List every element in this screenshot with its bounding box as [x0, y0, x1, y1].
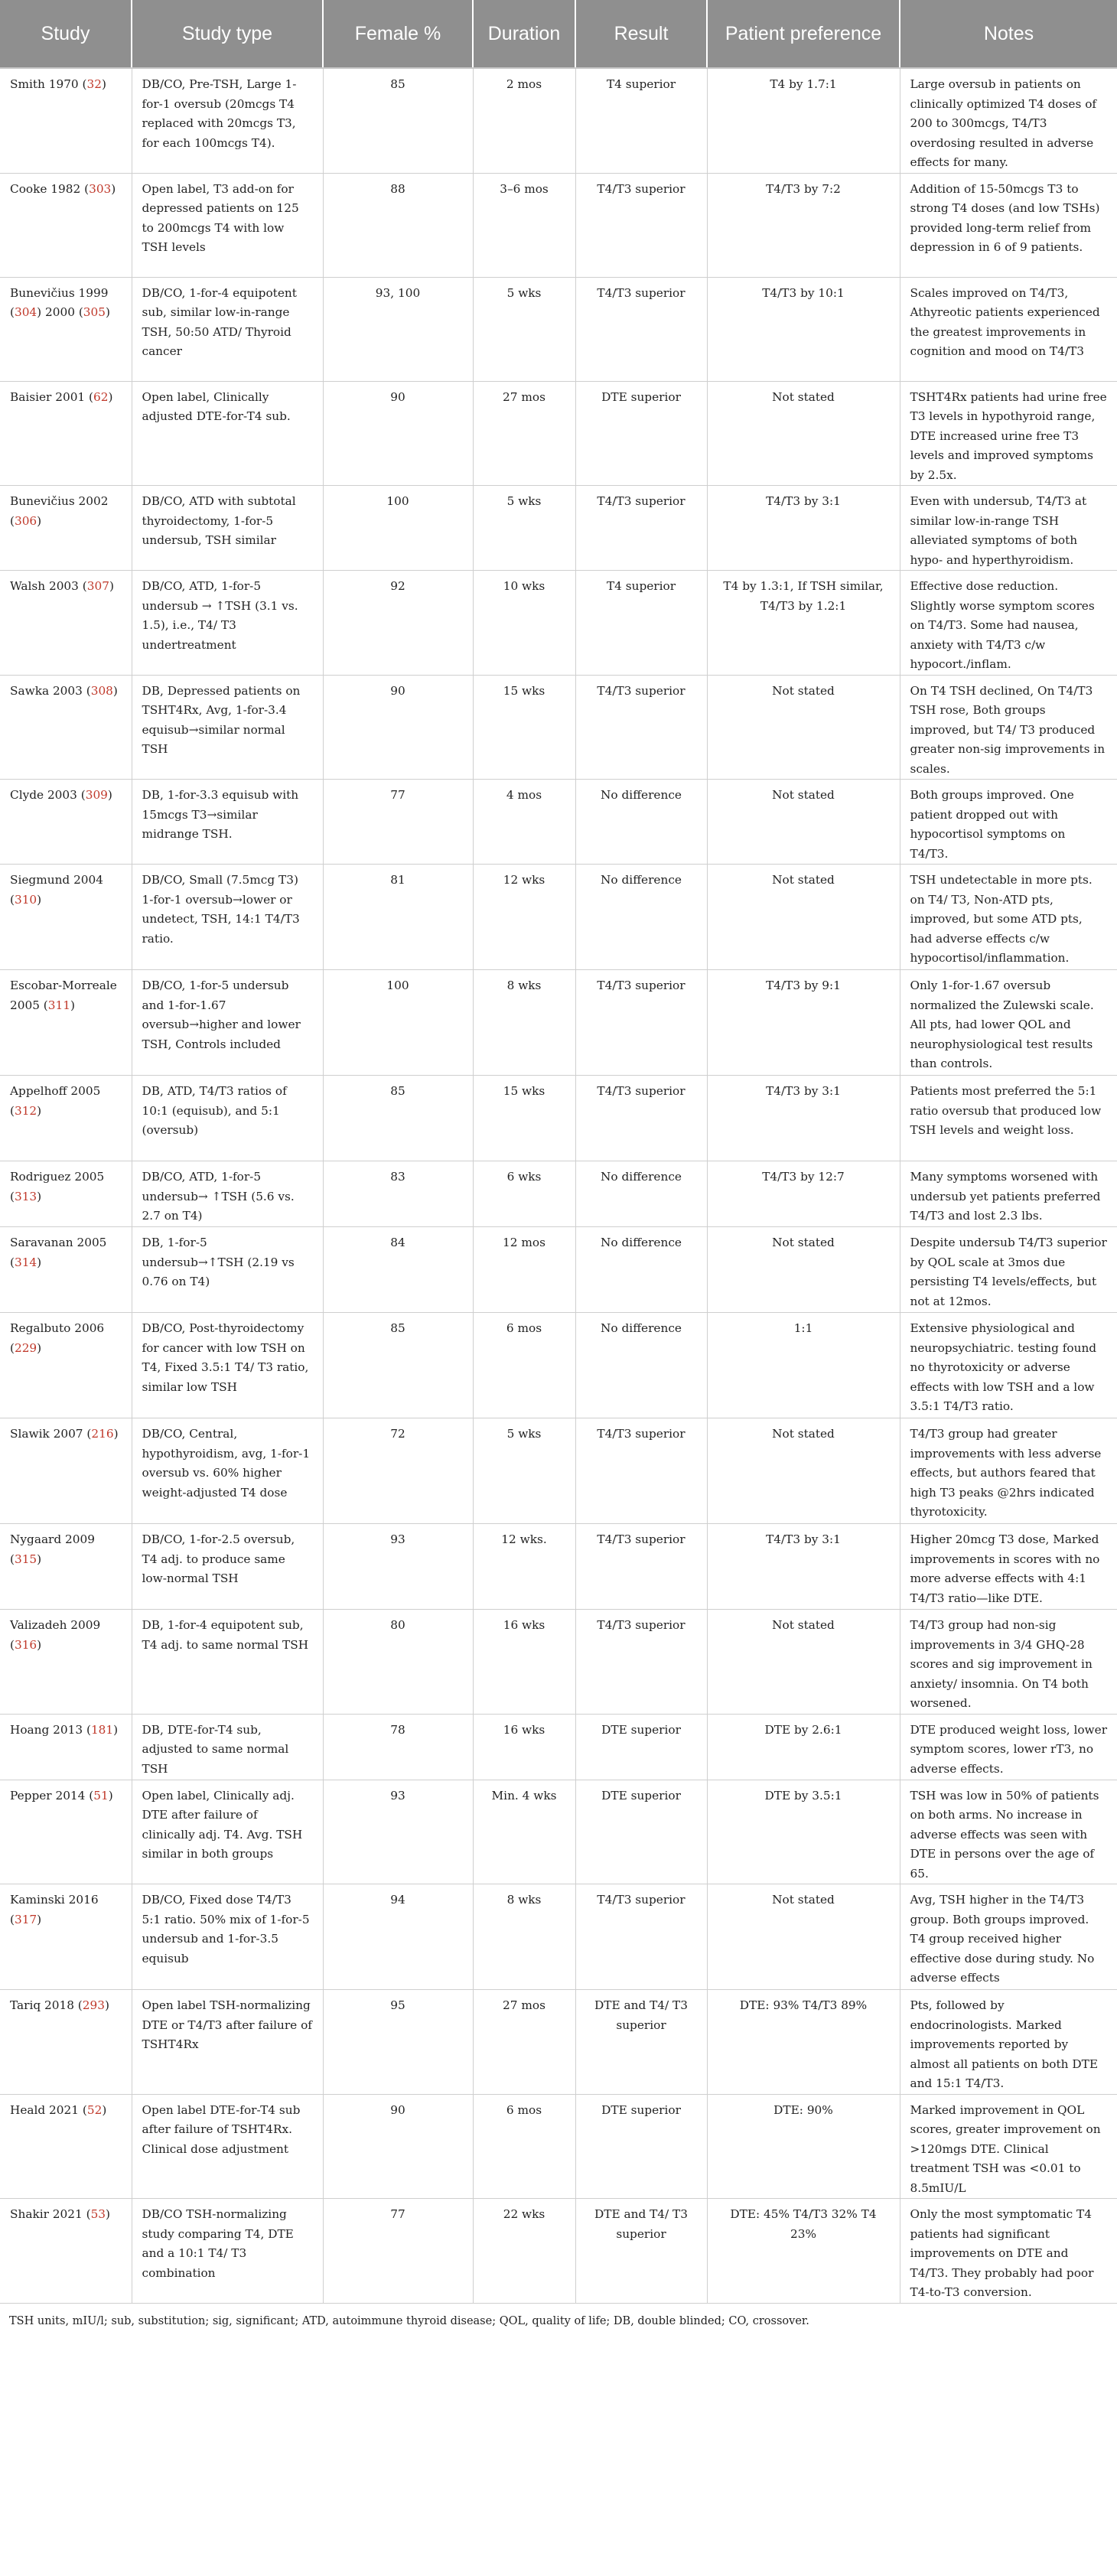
- table-row: [0, 675, 1117, 780]
- cell-patient-preference: Not stated: [707, 780, 900, 865]
- cell-study-type: DB/CO, 1-for-2.5 oversub, T4 adj. to produce same low-normal TSH: [132, 1524, 323, 1610]
- table-row: [0, 277, 1117, 381]
- cell-notes: Effective dose reduction. Slightly worse symptom scores on T4/T3. Some had nausea, anxiety with T4/T3 c/w hypocort./inflam.: [900, 571, 1117, 676]
- cell-study-type: DB/CO, ATD, 1-for-5 undersub→ ↑TSH (5.6 vs. 2.7 on T4): [132, 1161, 323, 1227]
- cell-female-percent: 85: [323, 1076, 473, 1161]
- header-notes: Notes: [900, 0, 1117, 68]
- cell-study-type: DB, 1-for-3.3 equisub with 15mcgs T3→similar midrange TSH.: [132, 780, 323, 865]
- cell-duration: 22 wks: [473, 2199, 575, 2304]
- study-name: Sawka 2003: [10, 683, 83, 698]
- header-result: Result: [575, 0, 707, 68]
- study-name: Siegmund 2004: [10, 873, 104, 887]
- cell-female-percent: 94: [323, 1884, 473, 1990]
- cell-result: DTE and T4/ T3 superior: [575, 1990, 707, 2095]
- citation-link[interactable]: 51: [93, 1788, 109, 1803]
- cell-study: Tariq 2018 (293): [0, 1990, 132, 2095]
- citation-link[interactable]: 308: [90, 683, 113, 698]
- table-row: [0, 780, 1117, 865]
- cell-duration: 5 wks: [473, 277, 575, 381]
- cell-study: Cooke 1982 (303): [0, 173, 132, 277]
- cell-patient-preference: T4/T3 by 9:1: [707, 970, 900, 1076]
- cell-female-percent: 85: [323, 68, 473, 173]
- table-row: [0, 1714, 1117, 1780]
- cell-study: Escobar-Morreale 2005 (311): [0, 970, 132, 1076]
- study-name: Rodriguez 2005: [10, 1170, 105, 1184]
- cell-patient-preference: DTE: 93% T4/T3 89%: [707, 1990, 900, 2095]
- cell-study-type: DB, ATD, T4/T3 ratios of 10:1 (equisub), and 5:1 (oversub): [132, 1076, 323, 1161]
- header-patient-preference: Patient preference: [707, 0, 900, 68]
- cell-duration: 16 wks: [473, 1714, 575, 1780]
- cell-duration: 6 wks: [473, 1161, 575, 1227]
- cell-female-percent: 88: [323, 173, 473, 277]
- cell-duration: 27 mos: [473, 381, 575, 486]
- cell-patient-preference: T4/T3 by 12:7: [707, 1161, 900, 1227]
- cell-study: Siegmund 2004 (310): [0, 865, 132, 970]
- cell-result: T4 superior: [575, 571, 707, 676]
- study-name: Clyde 2003: [10, 788, 77, 802]
- cell-patient-preference: DTE by 3.5:1: [707, 1780, 900, 1884]
- cell-study: Clyde 2003 (309): [0, 780, 132, 865]
- cell-result: T4/T3 superior: [575, 486, 707, 571]
- table-row: [0, 970, 1117, 1076]
- table-row: [0, 2199, 1117, 2304]
- cell-patient-preference: Not stated: [707, 1610, 900, 1715]
- cell-female-percent: 92: [323, 571, 473, 676]
- cell-female-percent: 78: [323, 1714, 473, 1780]
- cell-female-percent: 72: [323, 1418, 473, 1524]
- table-row: [0, 1227, 1117, 1313]
- cell-result: T4/T3 superior: [575, 1418, 707, 1524]
- cell-study-type: DB/CO, Central, hypothyroidism, avg, 1-for-1 oversub vs. 60% higher weight-adjusted T4 dose: [132, 1418, 323, 1524]
- citation-link[interactable]: 314: [14, 1255, 37, 1269]
- cell-study-type: DB/CO, 1-for-4 equipotent sub, similar low-in-range TSH, 50:50 ATD/ Thyroid cancer: [132, 277, 323, 381]
- table-row: [0, 1313, 1117, 1418]
- cell-female-percent: 90: [323, 381, 473, 486]
- cell-duration: 16 wks: [473, 1610, 575, 1715]
- cell-study-type: DB, 1-for-5 undersub→↑TSH (2.19 vs 0.76 on T4): [132, 1227, 323, 1313]
- study-name: Tariq 2018: [10, 1998, 74, 2012]
- cell-notes: Addition of 15-50mcgs T3 to strong T4 doses (and low TSHs) provided long-term relief from depression in 6 of 9 patients.: [900, 173, 1117, 277]
- cell-duration: 4 mos: [473, 780, 575, 865]
- table-row: [0, 1990, 1117, 2095]
- header-female-percent: Female %: [323, 0, 473, 68]
- cell-study: Hoang 2013 (181): [0, 1714, 132, 1780]
- cell-female-percent: 84: [323, 1227, 473, 1313]
- citation-link[interactable]: 303: [89, 181, 112, 196]
- citation-link[interactable]: 311: [47, 998, 70, 1012]
- cell-result: T4/T3 superior: [575, 1884, 707, 1990]
- cell-female-percent: 77: [323, 2199, 473, 2304]
- table-row: [0, 571, 1117, 676]
- cell-result: T4 superior: [575, 68, 707, 173]
- study-name: Slawik 2007: [10, 1427, 83, 1441]
- cell-duration: 12 wks.: [473, 1524, 575, 1610]
- cell-duration: 5 wks: [473, 1418, 575, 1524]
- cell-duration: 12 mos: [473, 1227, 575, 1313]
- cell-study: Appelhoff 2005 (312): [0, 1076, 132, 1161]
- citation-link-secondary[interactable]: 305: [83, 305, 106, 319]
- table-row: [0, 381, 1117, 486]
- cell-notes: DTE produced weight loss, lower symptom scores, lower rT3, no adverse effects.: [900, 1714, 1117, 1780]
- cell-female-percent: 95: [323, 1990, 473, 2095]
- cell-female-percent: 90: [323, 675, 473, 780]
- cell-result: No difference: [575, 1313, 707, 1418]
- table-row: [0, 1418, 1117, 1524]
- table-footnote: TSH units, mIU/l; sub, substitution; sig, significant; ATD, autoimmune thyroid disease; QOL, quality of life; DB, double blinded; CO, crossover.: [9, 2314, 809, 2327]
- citation-link[interactable]: 312: [14, 1103, 37, 1118]
- cell-patient-preference: T4/T3 by 3:1: [707, 486, 900, 571]
- cell-study: Smith 1970 (32): [0, 68, 132, 173]
- cell-result: DTE superior: [575, 2094, 707, 2199]
- cell-study-type: Open label TSH-normalizing DTE or T4/T3 after failure of TSHT4Rx: [132, 1990, 323, 2095]
- cell-study-type: DB, Depressed patients on TSHT4Rx, Avg, 1-for-3.4 equisub→similar normal TSH: [132, 675, 323, 780]
- citation-link[interactable]: 32: [86, 77, 102, 91]
- cell-duration: 15 wks: [473, 1076, 575, 1161]
- study-name-secondary: 2000: [45, 305, 75, 319]
- study-name: Baisier 2001: [10, 389, 86, 404]
- cell-patient-preference: T4/T3 by 10:1: [707, 277, 900, 381]
- cell-result: No difference: [575, 1161, 707, 1227]
- cell-study-type: Open label, T3 add-on for depressed patients on 125 to 200mcgs T4 with low TSH levels: [132, 173, 323, 277]
- study-name: Walsh 2003: [10, 579, 79, 593]
- cell-study-type: Open label DTE-for-T4 sub after failure of TSHT4Rx. Clinical dose adjustment: [132, 2094, 323, 2199]
- cell-study: Valizadeh 2009 (316): [0, 1610, 132, 1715]
- cell-female-percent: 81: [323, 865, 473, 970]
- cell-notes: TSH undetectable in more pts. on T4/ T3, Non-ATD pts, improved, but some ATD pts, had adverse effects c/w hypocortisol/inflammation.: [900, 865, 1117, 970]
- cell-patient-preference: Not stated: [707, 675, 900, 780]
- table-row: [0, 68, 1117, 173]
- cell-result: T4/T3 superior: [575, 173, 707, 277]
- citation-link[interactable]: 306: [14, 513, 37, 528]
- cell-result: T4/T3 superior: [575, 1524, 707, 1610]
- cell-patient-preference: Not stated: [707, 1227, 900, 1313]
- cell-result: T4/T3 superior: [575, 1076, 707, 1161]
- study-name: Pepper 2014: [10, 1788, 86, 1803]
- cell-female-percent: 80: [323, 1610, 473, 1715]
- table-row: [0, 1884, 1117, 1990]
- cell-female-percent: 93: [323, 1524, 473, 1610]
- cell-female-percent: 93: [323, 1780, 473, 1884]
- table-row: [0, 2094, 1117, 2199]
- cell-notes: Only the most symptomatic T4 patients had significant improvements on DTE and T4/T3. They probably had poor T4-to-T3 conversion.: [900, 2199, 1117, 2304]
- study-name: Valizadeh 2009: [10, 1618, 101, 1632]
- cell-study: Rodriguez 2005 (313): [0, 1161, 132, 1227]
- cell-study: Sawka 2003 (308): [0, 675, 132, 780]
- cell-study-type: Open label, Clinically adj. DTE after failure of clinically adj. T4. Avg. TSH similar in both groups: [132, 1780, 323, 1884]
- cell-female-percent: 83: [323, 1161, 473, 1227]
- cell-result: DTE and T4/ T3 superior: [575, 2199, 707, 2304]
- cell-study-type: DB, 1-for-4 equipotent sub, T4 adj. to same normal TSH: [132, 1610, 323, 1715]
- cell-notes: Pts, followed by endocrinologists. Marked improvements reported by almost all patients on both DTE and 15:1 T4/T3.: [900, 1990, 1117, 2095]
- cell-notes: T4/T3 group had non-sig improvements in 3/4 GHQ-28 scores and sig improvement in anxiety/ insomnia. On T4 both worsened.: [900, 1610, 1117, 1715]
- cell-result: T4/T3 superior: [575, 277, 707, 381]
- table-row: [0, 486, 1117, 571]
- citation-link[interactable]: 315: [14, 1552, 37, 1566]
- study-name: Shakir 2021: [10, 2207, 83, 2221]
- citation-link[interactable]: 313: [14, 1189, 37, 1203]
- cell-notes: Higher 20mcg T3 dose, Marked improvements in scores with no more adverse effects with 4:1 T4/T3 ratio—like DTE.: [900, 1524, 1117, 1610]
- cell-duration: 3–6 mos: [473, 173, 575, 277]
- cell-study: Slawik 2007 (216): [0, 1418, 132, 1524]
- cell-result: No difference: [575, 865, 707, 970]
- citation-link[interactable]: 229: [14, 1340, 37, 1355]
- citation-link[interactable]: 309: [85, 788, 108, 802]
- cell-notes: Large oversub in patients on clinically optimized T4 doses of 200 to 300mcgs, T4/T3 overdosing resulted in adverse effects for many.: [900, 68, 1117, 173]
- cell-notes: Avg, TSH higher in the T4/T3 group. Both groups improved. T4 group received higher effective dose during study. No adverse effects: [900, 1884, 1117, 1990]
- study-name: Cooke 1982: [10, 181, 81, 196]
- cell-study: Walsh 2003 (307): [0, 571, 132, 676]
- cell-study-type: DB/CO, Fixed dose T4/T3 5:1 ratio. 50% mix of 1-for-5 undersub and 1-for-3.5 equisub: [132, 1884, 323, 1990]
- study-name: Heald 2021: [10, 2102, 79, 2117]
- citation-link[interactable]: 216: [91, 1427, 114, 1441]
- cell-result: DTE superior: [575, 381, 707, 486]
- cell-duration: 15 wks: [473, 675, 575, 780]
- cell-duration: 10 wks: [473, 571, 575, 676]
- cell-study-type: DB/CO, ATD, 1-for-5 undersub → ↑TSH (3.1 vs. 1.5), i.e., T4/ T3 undertreatment: [132, 571, 323, 676]
- citation-link[interactable]: 62: [93, 389, 109, 404]
- cell-study-type: DB, DTE-for-T4 sub, adjusted to same normal TSH: [132, 1714, 323, 1780]
- cell-patient-preference: DTE by 2.6:1: [707, 1714, 900, 1780]
- cell-result: T4/T3 superior: [575, 970, 707, 1076]
- table-row: [0, 1524, 1117, 1610]
- cell-notes: Despite undersub T4/T3 superior by QOL scale at 3mos due persisting T4 levels/effects, but not at 12mos.: [900, 1227, 1117, 1313]
- cell-patient-preference: T4/T3 by 3:1: [707, 1076, 900, 1161]
- study-name: Hoang 2013: [10, 1722, 83, 1737]
- cell-notes: Patients most preferred the 5:1 ratio oversub that produced low TSH levels and weight loss.: [900, 1076, 1117, 1161]
- study-name: Bunevičius 1999: [10, 285, 109, 300]
- study-name: Nygaard 2009: [10, 1532, 95, 1546]
- cell-study: Shakir 2021 (53): [0, 2199, 132, 2304]
- cell-study-type: DB/CO, Pre-TSH, Large 1-for-1 oversub (20mcgs T4 replaced with 20mcgs T3, for each 100mcgs T4).: [132, 68, 323, 173]
- cell-result: No difference: [575, 1227, 707, 1313]
- cell-patient-preference: Not stated: [707, 1884, 900, 1990]
- cell-result: T4/T3 superior: [575, 1610, 707, 1715]
- table-header: [0, 0, 1117, 68]
- cell-study: Regalbuto 2006 (229): [0, 1313, 132, 1418]
- cell-patient-preference: T4/T3 by 7:2: [707, 173, 900, 277]
- cell-study: Kaminski 2016 (317): [0, 1884, 132, 1990]
- study-name: Saravanan 2005: [10, 1236, 107, 1249]
- cell-notes: Even with undersub, T4/T3 at similar low-in-range TSH alleviated symptoms of both hypo- and hyperthyroidism.: [900, 486, 1117, 571]
- table-row: [0, 1161, 1117, 1227]
- citation-link[interactable]: 52: [86, 2102, 103, 2117]
- cell-result: No difference: [575, 780, 707, 865]
- table-body: [0, 68, 1117, 2303]
- cell-study: Pepper 2014 (51): [0, 1780, 132, 1884]
- header-study: Study: [0, 0, 132, 68]
- cell-duration: 6 mos: [473, 1313, 575, 1418]
- cell-study: Saravanan 2005 (314): [0, 1227, 132, 1313]
- cell-duration: 8 wks: [473, 970, 575, 1076]
- cell-study: Nygaard 2009 (315): [0, 1524, 132, 1610]
- cell-patient-preference: T4 by 1.3:1, If TSH similar, T4/T3 by 1.2:1: [707, 571, 900, 676]
- cell-study-type: DB/CO TSH-normalizing study comparing T4, DTE and a 10:1 T4/ T3 combination: [132, 2199, 323, 2304]
- citation-link[interactable]: 310: [14, 892, 37, 907]
- cell-study-type: Open label, Clinically adjusted DTE-for-T4 sub.: [132, 381, 323, 486]
- cell-patient-preference: T4 by 1.7:1: [707, 68, 900, 173]
- cell-notes: On T4 TSH declined, On T4/T3 TSH rose, Both groups improved, but T4/ T3 produced greater non-sig improvements in scales.: [900, 675, 1117, 780]
- header-row: [0, 0, 1117, 68]
- table-row: [0, 865, 1117, 970]
- cell-female-percent: 100: [323, 486, 473, 571]
- cell-patient-preference: Not stated: [707, 865, 900, 970]
- cell-duration: Min. 4 wks: [473, 1780, 575, 1884]
- table-row: [0, 1076, 1117, 1161]
- cell-patient-preference: DTE: 90%: [707, 2094, 900, 2199]
- cell-female-percent: 85: [323, 1313, 473, 1418]
- cell-study: Bunevičius 2002 (306): [0, 486, 132, 571]
- cell-female-percent: 93, 100: [323, 277, 473, 381]
- cell-notes: Only 1-for-1.67 oversub normalized the Zulewski scale. All pts, had lower QOL and neurophysiological test results than controls.: [900, 970, 1117, 1076]
- cell-female-percent: 90: [323, 2094, 473, 2199]
- citation-link[interactable]: 53: [90, 2207, 106, 2221]
- cell-female-percent: 77: [323, 780, 473, 865]
- study-name: Appelhoff 2005: [10, 1084, 101, 1098]
- cell-study-type: DB/CO, ATD with subtotal thyroidectomy, 1-for-5 undersub, TSH similar: [132, 486, 323, 571]
- cell-duration: 27 mos: [473, 1990, 575, 2095]
- cell-notes: Scales improved on T4/T3, Athyreotic patients experienced the greatest improvements in cognition and mood on T4/T3: [900, 277, 1117, 381]
- study-name: Smith 1970: [10, 77, 79, 91]
- cell-duration: 8 wks: [473, 1884, 575, 1990]
- cell-study: Baisier 2001 (62): [0, 381, 132, 486]
- table-row: [0, 173, 1117, 277]
- cell-notes: Many symptoms worsened with undersub yet patients preferred T4/T3 and lost 2.3 lbs.: [900, 1161, 1117, 1227]
- cell-patient-preference: DTE: 45% T4/T3 32% T4 23%: [707, 2199, 900, 2304]
- cell-patient-preference: Not stated: [707, 1418, 900, 1524]
- cell-duration: 12 wks: [473, 865, 575, 970]
- cell-patient-preference: 1:1: [707, 1313, 900, 1418]
- study-name: Regalbuto 2006: [10, 1321, 105, 1335]
- citation-link[interactable]: 181: [90, 1722, 114, 1737]
- cell-result: DTE superior: [575, 1714, 707, 1780]
- cell-notes: TSH was low in 50% of patients on both arms. No increase in adverse effects was seen with DTE in persons over the age of 65.: [900, 1780, 1117, 1884]
- cell-study-type: DB/CO, Post-thyroidectomy for cancer with low TSH on T4, Fixed 3.5:1 T4/ T3 ratio, similar low TSH: [132, 1313, 323, 1418]
- citation-link[interactable]: 316: [14, 1637, 37, 1652]
- table-row: [0, 1610, 1117, 1715]
- citation-link[interactable]: 317: [14, 1912, 37, 1926]
- header-study-type: Study type: [132, 0, 323, 68]
- cell-study-type: DB/CO, Small (7.5mcg T3) 1-for-1 oversub→lower or undetect, TSH, 14:1 T4/T3 ratio.: [132, 865, 323, 970]
- cell-duration: 2 mos: [473, 68, 575, 173]
- cell-result: DTE superior: [575, 1780, 707, 1884]
- cell-study: Heald 2021 (52): [0, 2094, 132, 2199]
- cell-duration: 6 mos: [473, 2094, 575, 2199]
- cell-duration: 5 wks: [473, 486, 575, 571]
- cell-study: Bunevičius 1999 (304) 2000 (305): [0, 277, 132, 381]
- cell-notes: Marked improvement in QOL scores, greater improvement on >120mgs DTE. Clinical treatment TSH was <0.01 to 8.5mIU/L: [900, 2094, 1117, 2199]
- citation-link[interactable]: 293: [82, 1998, 105, 2012]
- cell-patient-preference: T4/T3 by 3:1: [707, 1524, 900, 1610]
- table-row: [0, 1780, 1117, 1884]
- cell-notes: T4/T3 group had greater improvements with less adverse effects, but authors feared that high T3 peaks @2hrs indicated thyrotoxicity.: [900, 1418, 1117, 1524]
- cell-notes: TSHT4Rx patients had urine free T3 levels in hypothyroid range, DTE increased urine free T3 levels and improved symptoms by 2.5x.: [900, 381, 1117, 486]
- cell-result: T4/T3 superior: [575, 675, 707, 780]
- cell-study-type: DB/CO, 1-for-5 undersub and 1-for-1.67 oversub→higher and lower TSH, Controls included: [132, 970, 323, 1076]
- cell-notes: Both groups improved. One patient dropped out with hypocortisol symptoms on T4/T3.: [900, 780, 1117, 865]
- header-duration: Duration: [473, 0, 575, 68]
- study-name: Bunevičius 2002: [10, 494, 109, 508]
- cell-notes: Extensive physiological and neuropsychiatric. testing found no thyrotoxicity or adverse effects with low TSH and a low 3.5:1 T4/T3 ratio.: [900, 1313, 1117, 1418]
- citation-link[interactable]: 304: [14, 305, 37, 319]
- cell-female-percent: 100: [323, 970, 473, 1076]
- cell-patient-preference: Not stated: [707, 381, 900, 486]
- citation-link[interactable]: 307: [86, 579, 109, 593]
- study-name: Escobar-Morreale 2005: [10, 979, 117, 1012]
- study-name: Kaminski 2016: [10, 1893, 99, 1907]
